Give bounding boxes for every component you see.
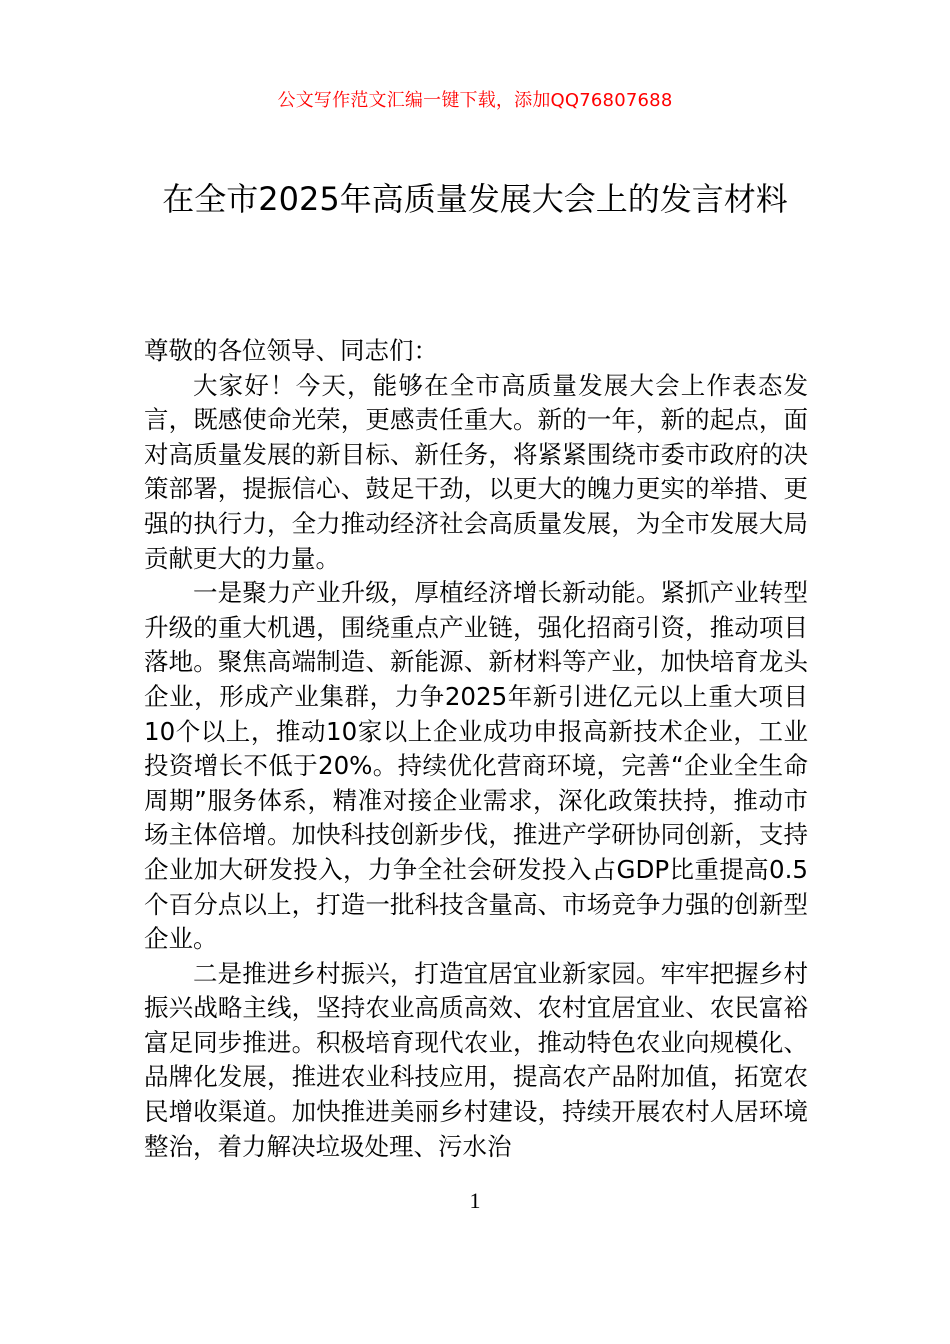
document-title: 在全市2025年高质量发展大会上的发言材料 bbox=[162, 180, 788, 218]
salutation: 尊敬的各位领导、同志们： bbox=[144, 336, 438, 365]
paragraph-rural-revitalization: 二是推进乡村振兴，打造宜居宜业新家园。牢牢把握乡村振兴战略主线，坚持农业高质高效、农村宜居宜业、农民富裕富足同步推进。积极培育现代农业，推动特色农业向规模化、品牌化发展，推进农业科技应用，提高农产品附加值，拓宽农民增收渠道。加快推进美丽乡村建设，持续开展农村人居环境整治，着力解决垃圾处理、污水治 bbox=[144, 958, 808, 1161]
paragraph-industry-upgrade: 一是聚力产业升级，厚植经济增长新动能。紧抓产业转型升级的重大机遇，围绕重点产业链，强化招商引资，推动项目落地。聚焦高端制造、新能源、新材料等产业，加快培育龙头企业，形成产业集群，力争2025年新引进亿元以上重大项目10个以上，推动10家以上企业成功申报高新技术企业，工业投资增长不低于20%。持续优化营商环境，完善“企业全生命周期”服务体系，精准对接企业需求，深化政策扶持，推动市场主体倍增。加快科技创新步伐，推进产学研协同创新，支持企业加大研发投入，力争全社会研发投入占GDP比重提高0.5个百分点以上，打造一批科技含量高、市场竞争力强的创新型企业。 bbox=[144, 578, 808, 954]
document-body bbox=[144, 334, 808, 1164]
page-number: 1 bbox=[469, 1188, 481, 1213]
paragraph-intro: 大家好！今天，能够在全市高质量发展大会上作表态发言，既感使命光荣，更感责任重大。新的一年，新的起点，面对高质量发展的新目标、新任务，将紧紧围绕市委市政府的决策部署，提振信心、鼓足干劲，以更大的魄力更实的举措、更强的执行力，全力推动经济社会高质量发展，为全市发展大局贡献更大的力量。 bbox=[144, 370, 808, 573]
header-download-note: 公文写作范文汇编一键下载，添加QQ76807688 bbox=[277, 90, 673, 111]
